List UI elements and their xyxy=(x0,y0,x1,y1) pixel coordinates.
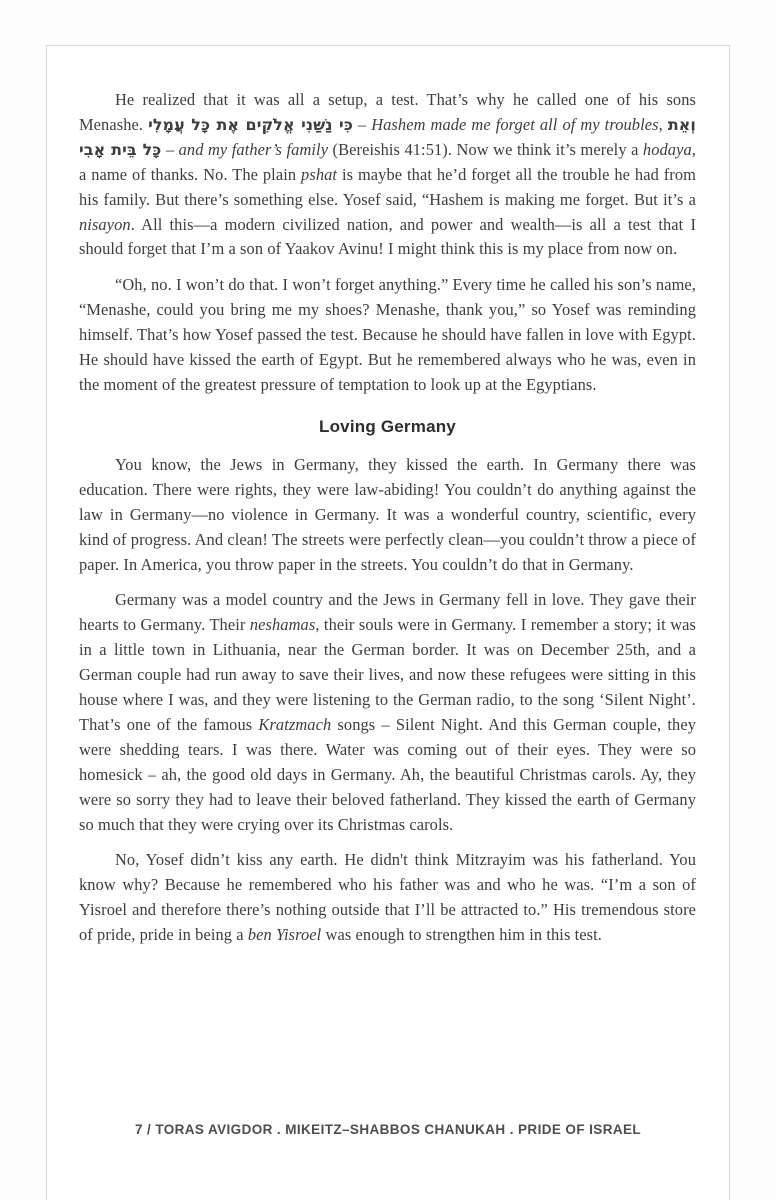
body-paragraph xyxy=(79,273,696,398)
italic-term: and my father’s family xyxy=(178,139,329,159)
italic-term: hodaya xyxy=(642,139,692,159)
body-text-run: was enough to strengthen him in this test. xyxy=(321,925,602,945)
italic-term: nisayon xyxy=(79,214,131,234)
body-text-run: songs – Silent Night. And this German couple, they were shedding tears. I was there. Water was coming out of their eyes. They were so homesick – ah, the good old days in Germany. Ah, the beautiful Christmas carols. Ay, they were so sorry they had to leave their beloved fatherland. They kissed the earth of Germany so much that they were crying over its Christmas carols. xyxy=(79,714,696,834)
body-paragraph xyxy=(79,453,696,578)
body-text-run: , a name of thanks. No. The plain xyxy=(79,139,696,184)
body-text-run: , xyxy=(658,114,668,134)
body-text-run: is maybe that he’d forget all the trouble he had from his family. But there’s something else. Yosef said, “Hashem is making me forget. But it’s a xyxy=(79,164,697,209)
body-text-run: – xyxy=(352,114,372,134)
body-text-run: . All this—a modern civilized nation, and power and wealth—is all a test that I should forget that I’m a son of Yaakov Avinu! I might think this is my place from now on. xyxy=(79,214,696,259)
body-text-run: Germany was a model country and the Jews in Germany fell in love. They gave their hearts to Germany. Their xyxy=(79,590,696,635)
italic-term: ben Yisroel xyxy=(247,925,322,945)
document-page xyxy=(46,45,730,1200)
body-text-run: He realized that it was all a setup, a test. That’s why he called one of his sons Menashe. xyxy=(79,90,696,134)
body-text-run: , their souls were in Germany. I remember a story; it was in a little town in Lithuania, near the German border. It was on December 25th, and a German couple had run away to save their lives, and now these refugees were sitting in this house where I was, and they were listening to the German radio, to the song ‘Silent Night’. That’s one of the famous xyxy=(79,615,696,734)
hebrew-phrase: כִּי נַשַּׁנִי אֱלֹקִים אֶת כָּל עֲמָלִי xyxy=(148,114,353,134)
body-paragraph xyxy=(79,848,696,948)
body-text-run: “Oh, no. I won’t do that. I won’t forget anything.” Every time he called his son’s name, “Menashe, could you bring me my shoes? Menashe, thank you,” so Yosef was reminding himself. That’s how Yosef passed the test. Because he should have fallen in love with Egypt. He should have kissed the earth of Egypt. But he remembered always who he was, even in the moment of the greatest pressure of temptation to look up at the Egyptians. xyxy=(79,275,696,394)
italic-term: Kratzmach xyxy=(258,714,332,734)
body-paragraph xyxy=(79,88,696,262)
body-text-run: – xyxy=(161,139,179,159)
body-text-run: No, Yosef didn’t kiss any earth. He didn't think Mitzrayim was his fatherland. You know why? Because he remembered who his father was and who he was. “I’m a son of Yisroel and therefore there’s nothing outside that I’ll be attracted to.” His tremendous store of pride, pride in being a xyxy=(79,850,696,945)
italic-term: neshamas xyxy=(249,615,316,635)
italic-term: Hashem made me forget all of my troubles xyxy=(371,114,659,134)
page-footer: 7 / TORAS AVIGDOR . MIKEITZ–SHABBOS CHANUKAH . PRIDE OF ISRAEL xyxy=(134,1122,642,1137)
hebrew-phrase: וְאֵת כָּל בֵּית אָבִי xyxy=(79,114,696,159)
body-text-run: (Bereishis 41:51). Now we think it’s merely a xyxy=(328,139,643,159)
body-paragraph xyxy=(79,588,696,837)
italic-term: pshat xyxy=(301,164,338,184)
body-text-run: You know, the Jews in Germany, they kissed the earth. In Germany there was education. There were rights, they were law-abiding! You couldn’t do anything against the law in Germany—no violence in Germany. It was a wonderful country, scientific, every kind of progress. And clean! The streets were perfectly clean—you couldn’t throw a piece of paper. In America, you throw paper in the streets. You couldn’t do that in Germany. xyxy=(79,454,697,574)
section-heading: Loving Germany xyxy=(319,416,456,436)
article-body xyxy=(47,46,729,948)
